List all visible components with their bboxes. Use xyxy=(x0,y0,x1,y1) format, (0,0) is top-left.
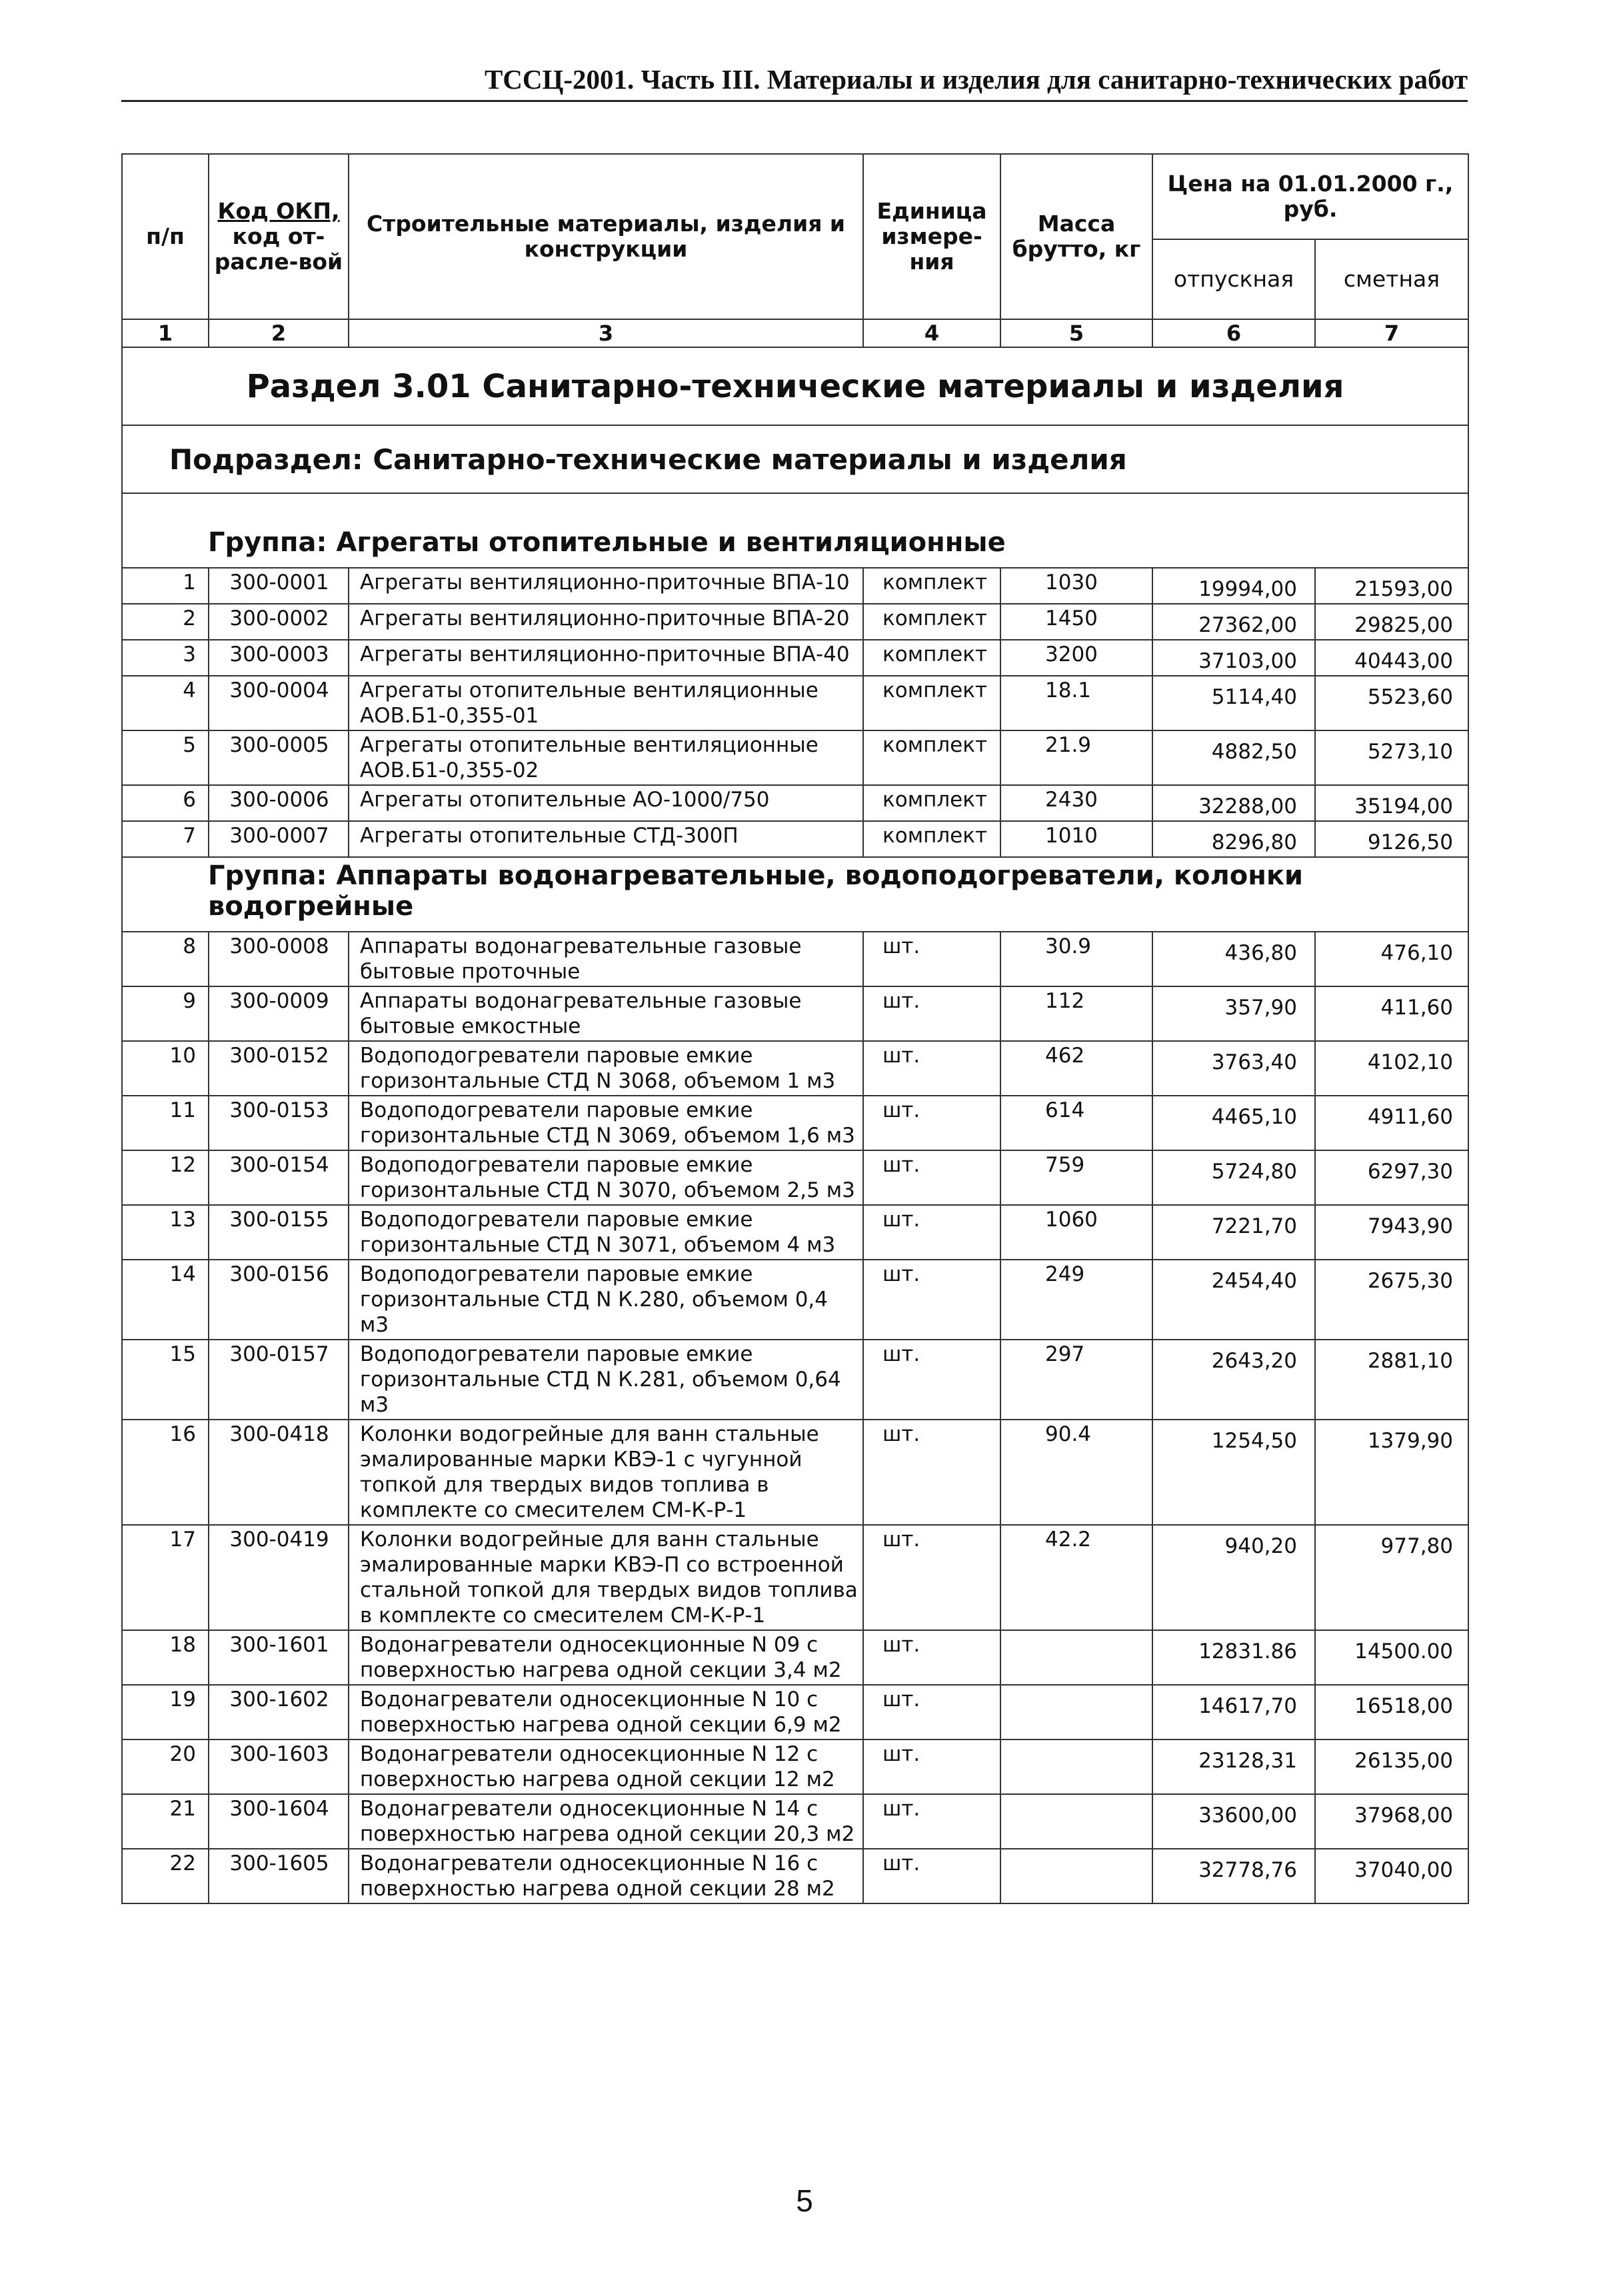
price-sale: 5724,80 xyxy=(1152,1150,1315,1205)
price-estimate: 26135,00 xyxy=(1315,1739,1468,1794)
material-name: Аппараты водонагревательные газовые бытовые проточные xyxy=(349,932,863,986)
row-number: 2 xyxy=(122,604,209,640)
price-sale: 37103,00 xyxy=(1152,640,1315,676)
subsection-title-row xyxy=(122,425,1468,493)
material-name: Водонагреватели односекционные N 09 с поверхностью нагрева одной секции 3,4 м2 xyxy=(349,1630,863,1685)
price-sale: 2454,40 xyxy=(1152,1260,1315,1340)
price-sale: 2643,20 xyxy=(1152,1340,1315,1420)
group-title-row xyxy=(122,493,1468,568)
okp-code: 300-0157 xyxy=(209,1340,349,1420)
price-sale: 12831.86 xyxy=(1152,1630,1315,1685)
mass-gross: 18.1 xyxy=(1000,676,1152,730)
table-header xyxy=(122,154,1468,319)
unit: шт. xyxy=(863,1630,1000,1685)
unit: шт. xyxy=(863,1849,1000,1903)
mass-gross: 1030 xyxy=(1000,568,1152,604)
price-sale: 357,90 xyxy=(1152,986,1315,1041)
row-number: 18 xyxy=(122,1630,209,1685)
mass-gross: 1060 xyxy=(1000,1205,1152,1260)
material-name: Агрегаты отопительные вентиляционные АОВ.Б1-0,355-02 xyxy=(349,730,863,785)
unit: комплект xyxy=(863,821,1000,857)
okp-code: 300-0009 xyxy=(209,986,349,1041)
col-header-price: Цена на 01.01.2000 г., руб. xyxy=(1152,154,1468,239)
row-number: 6 xyxy=(122,785,209,821)
row-number: 20 xyxy=(122,1739,209,1794)
price-sale: 8296,80 xyxy=(1152,821,1315,857)
row-number: 19 xyxy=(122,1685,209,1739)
price-sale: 436,80 xyxy=(1152,932,1315,986)
column-number: 4 xyxy=(863,319,1000,347)
material-name: Водоподогреватели паровые емкие горизонтальные СТД N 3068, объемом 1 м3 xyxy=(349,1041,863,1096)
row-number: 10 xyxy=(122,1041,209,1096)
mass-gross xyxy=(1000,1630,1152,1685)
price-estimate: 2881,10 xyxy=(1315,1340,1468,1420)
col-header-okp-rest: код от-расле-вой xyxy=(214,223,343,275)
okp-code: 300-0001 xyxy=(209,568,349,604)
table-row xyxy=(122,730,1468,785)
price-sale: 32778,76 xyxy=(1152,1849,1315,1903)
row-number: 21 xyxy=(122,1794,209,1849)
group-title: Группа: Аппараты водонагревательные, водоподогреватели, колонки водогрейные xyxy=(122,857,1468,932)
price-estimate: 29825,00 xyxy=(1315,604,1468,640)
column-number: 6 xyxy=(1152,319,1315,347)
price-estimate: 5273,10 xyxy=(1315,730,1468,785)
mass-gross: 1450 xyxy=(1000,604,1152,640)
mass-gross: 90.4 xyxy=(1000,1420,1152,1525)
table-row xyxy=(122,785,1468,821)
table-row xyxy=(122,1150,1468,1205)
price-estimate: 4911,60 xyxy=(1315,1096,1468,1150)
price-estimate: 37040,00 xyxy=(1315,1849,1468,1903)
table-row xyxy=(122,604,1468,640)
price-sale: 32288,00 xyxy=(1152,785,1315,821)
col-header-num: п/п xyxy=(122,154,209,319)
table-row xyxy=(122,1205,1468,1260)
mass-gross: 30.9 xyxy=(1000,932,1152,986)
col-header-okp-top: Код ОКП, xyxy=(217,198,340,224)
unit: шт. xyxy=(863,1420,1000,1525)
unit: комплект xyxy=(863,640,1000,676)
unit: шт. xyxy=(863,1205,1000,1260)
okp-code: 300-0008 xyxy=(209,932,349,986)
material-name: Водонагреватели односекционные N 16 с поверхностью нагрева одной секции 28 м2 xyxy=(349,1849,863,1903)
price-estimate: 14500.00 xyxy=(1315,1630,1468,1685)
unit: комплект xyxy=(863,604,1000,640)
mass-gross: 249 xyxy=(1000,1260,1152,1340)
okp-code: 300-1604 xyxy=(209,1794,349,1849)
column-number: 3 xyxy=(349,319,863,347)
material-name: Водоподогреватели паровые емкие горизонтальные СТД N 3071, объемом 4 м3 xyxy=(349,1205,863,1260)
table-row xyxy=(122,821,1468,857)
row-number: 3 xyxy=(122,640,209,676)
table-row xyxy=(122,986,1468,1041)
unit: комплект xyxy=(863,785,1000,821)
price-sale: 23128,31 xyxy=(1152,1739,1315,1794)
price-sale: 5114,40 xyxy=(1152,676,1315,730)
mass-gross: 3200 xyxy=(1000,640,1152,676)
row-number: 11 xyxy=(122,1096,209,1150)
mass-gross: 112 xyxy=(1000,986,1152,1041)
price-estimate: 4102,10 xyxy=(1315,1041,1468,1096)
table-row xyxy=(122,568,1468,604)
unit: шт. xyxy=(863,1739,1000,1794)
table-row xyxy=(122,1041,1468,1096)
row-number: 13 xyxy=(122,1205,209,1260)
okp-code: 300-0156 xyxy=(209,1260,349,1340)
row-number: 8 xyxy=(122,932,209,986)
material-name: Водонагреватели односекционные N 14 с поверхностью нагрева одной секции 20,3 м2 xyxy=(349,1794,863,1849)
table-row xyxy=(122,1525,1468,1630)
col-header-price-estimate: сметная xyxy=(1315,239,1468,319)
price-sale: 3763,40 xyxy=(1152,1041,1315,1096)
material-name: Колонки водогрейные для ванн стальные эмалированные марки КВЭ-П со встроенной стальной топкой для твердых видов топлива в комплекте со смесителем СМ-К-Р-1 xyxy=(349,1525,863,1630)
unit: шт. xyxy=(863,1096,1000,1150)
mass-gross: 42.2 xyxy=(1000,1525,1152,1630)
table-row xyxy=(122,1260,1468,1340)
mass-gross xyxy=(1000,1794,1152,1849)
table-body xyxy=(122,319,1468,1903)
price-sale: 4465,10 xyxy=(1152,1096,1315,1150)
okp-code: 300-0006 xyxy=(209,785,349,821)
price-estimate: 977,80 xyxy=(1315,1525,1468,1630)
column-numbers-row xyxy=(122,319,1468,347)
okp-code: 300-0005 xyxy=(209,730,349,785)
row-number: 16 xyxy=(122,1420,209,1525)
mass-gross xyxy=(1000,1849,1152,1903)
price-sale: 4882,50 xyxy=(1152,730,1315,785)
header-rule xyxy=(121,100,1468,102)
okp-code: 300-1603 xyxy=(209,1739,349,1794)
price-sale: 1254,50 xyxy=(1152,1420,1315,1525)
mass-gross: 614 xyxy=(1000,1096,1152,1150)
okp-code: 300-0003 xyxy=(209,640,349,676)
mass-gross xyxy=(1000,1739,1152,1794)
price-sale: 27362,00 xyxy=(1152,604,1315,640)
unit: шт. xyxy=(863,1685,1000,1739)
okp-code: 300-0155 xyxy=(209,1205,349,1260)
table-row xyxy=(122,640,1468,676)
table-row xyxy=(122,1420,1468,1525)
price-sale: 19994,00 xyxy=(1152,568,1315,604)
unit: шт. xyxy=(863,986,1000,1041)
price-sale: 7221,70 xyxy=(1152,1205,1315,1260)
unit: комплект xyxy=(863,568,1000,604)
okp-code: 300-0004 xyxy=(209,676,349,730)
material-name: Агрегаты отопительные вентиляционные АОВ.Б1-0,355-01 xyxy=(349,676,863,730)
price-estimate: 411,60 xyxy=(1315,986,1468,1041)
okp-code: 300-0418 xyxy=(209,1420,349,1525)
table-row xyxy=(122,1849,1468,1903)
okp-code: 300-0002 xyxy=(209,604,349,640)
col-header-name: Строительные материалы, изделия и конструкции xyxy=(349,154,863,319)
price-estimate: 40443,00 xyxy=(1315,640,1468,676)
table-row xyxy=(122,1739,1468,1794)
unit: шт. xyxy=(863,1525,1000,1630)
table-row xyxy=(122,1096,1468,1150)
okp-code: 300-1605 xyxy=(209,1849,349,1903)
material-name: Водонагреватели односекционные N 12 с поверхностью нагрева одной секции 12 м2 xyxy=(349,1739,863,1794)
column-number: 5 xyxy=(1000,319,1152,347)
unit: шт. xyxy=(863,932,1000,986)
price-estimate: 37968,00 xyxy=(1315,1794,1468,1849)
subsection-title: Подраздел: Санитарно-технические материалы и изделия xyxy=(122,425,1468,493)
okp-code: 300-0154 xyxy=(209,1150,349,1205)
row-number: 12 xyxy=(122,1150,209,1205)
okp-code: 300-0419 xyxy=(209,1525,349,1630)
price-estimate: 476,10 xyxy=(1315,932,1468,986)
material-name: Водоподогреватели паровые емкие горизонтальные СТД N К.280, объемом 0,4 м3 xyxy=(349,1260,863,1340)
okp-code: 300-0153 xyxy=(209,1096,349,1150)
row-number: 22 xyxy=(122,1849,209,1903)
material-name: Агрегаты вентиляционно-приточные ВПА-10 xyxy=(349,568,863,604)
price-estimate: 21593,00 xyxy=(1315,568,1468,604)
row-number: 15 xyxy=(122,1340,209,1420)
price-estimate: 6297,30 xyxy=(1315,1150,1468,1205)
price-sale: 14617,70 xyxy=(1152,1685,1315,1739)
column-number: 7 xyxy=(1315,319,1468,347)
col-header-mass: Масса брутто, кг xyxy=(1000,154,1152,319)
material-name: Водонагреватели односекционные N 10 с поверхностью нагрева одной секции 6,9 м2 xyxy=(349,1685,863,1739)
table-row xyxy=(122,676,1468,730)
price-estimate: 1379,90 xyxy=(1315,1420,1468,1525)
material-name: Агрегаты отопительные АО-1000/750 xyxy=(349,785,863,821)
price-estimate: 9126,50 xyxy=(1315,821,1468,857)
unit: шт. xyxy=(863,1041,1000,1096)
group-title: Группа: Агрегаты отопительные и вентиляционные xyxy=(122,493,1468,568)
okp-code: 300-1601 xyxy=(209,1630,349,1685)
group-title-row xyxy=(122,857,1468,932)
price-estimate: 16518,00 xyxy=(1315,1685,1468,1739)
row-number: 14 xyxy=(122,1260,209,1340)
material-name: Водоподогреватели паровые емкие горизонтальные СТД N 3070, объемом 2,5 м3 xyxy=(349,1150,863,1205)
material-name: Водоподогреватели паровые емкие горизонтальные СТД N 3069, объемом 1,6 м3 xyxy=(349,1096,863,1150)
material-name: Агрегаты вентиляционно-приточные ВПА-40 xyxy=(349,640,863,676)
table-row xyxy=(122,1794,1468,1849)
price-estimate: 7943,90 xyxy=(1315,1205,1468,1260)
row-number: 17 xyxy=(122,1525,209,1630)
mass-gross: 1010 xyxy=(1000,821,1152,857)
price-estimate: 2675,30 xyxy=(1315,1260,1468,1340)
material-name: Колонки водогрейные для ванн стальные эмалированные марки КВЭ-1 с чугунной топкой для твердых видов топлива в комплекте со смесителем СМ-К-Р-1 xyxy=(349,1420,863,1525)
price-estimate: 5523,60 xyxy=(1315,676,1468,730)
mass-gross: 297 xyxy=(1000,1340,1152,1420)
okp-code: 300-0152 xyxy=(209,1041,349,1096)
unit: шт. xyxy=(863,1794,1000,1849)
page-header: ТССЦ-2001. Часть III. Материалы и изделия для санитарно-технических работ xyxy=(484,64,1468,95)
unit: комплект xyxy=(863,676,1000,730)
table-row xyxy=(122,932,1468,986)
unit: шт. xyxy=(863,1150,1000,1205)
col-header-price-sale: отпускная xyxy=(1152,239,1315,319)
table-row xyxy=(122,1685,1468,1739)
column-number: 2 xyxy=(209,319,349,347)
row-number: 9 xyxy=(122,986,209,1041)
col-header-unit: Единица измере-ния xyxy=(863,154,1000,319)
page-number: 5 xyxy=(796,2183,813,2218)
section-title: Раздел 3.01 Санитарно-технические материалы и изделия xyxy=(122,347,1468,425)
section-title-row xyxy=(122,347,1468,425)
mass-gross: 2430 xyxy=(1000,785,1152,821)
row-number: 7 xyxy=(122,821,209,857)
price-sale: 940,20 xyxy=(1152,1525,1315,1630)
material-name: Аппараты водонагревательные газовые бытовые емкостные xyxy=(349,986,863,1041)
okp-code: 300-1602 xyxy=(209,1685,349,1739)
table-row xyxy=(122,1630,1468,1685)
mass-gross: 462 xyxy=(1000,1041,1152,1096)
unit: шт. xyxy=(863,1340,1000,1420)
row-number: 1 xyxy=(122,568,209,604)
table-row xyxy=(122,1340,1468,1420)
row-number: 5 xyxy=(122,730,209,785)
unit: шт. xyxy=(863,1260,1000,1340)
row-number: 4 xyxy=(122,676,209,730)
price-estimate: 35194,00 xyxy=(1315,785,1468,821)
material-name: Агрегаты вентиляционно-приточные ВПА-20 xyxy=(349,604,863,640)
mass-gross xyxy=(1000,1685,1152,1739)
okp-code: 300-0007 xyxy=(209,821,349,857)
column-number: 1 xyxy=(122,319,209,347)
mass-gross: 21.9 xyxy=(1000,730,1152,785)
unit: комплект xyxy=(863,730,1000,785)
material-name: Агрегаты отопительные СТД-300П xyxy=(349,821,863,857)
material-name: Водоподогреватели паровые емкие горизонтальные СТД N К.281, объемом 0,64 м3 xyxy=(349,1340,863,1420)
mass-gross: 759 xyxy=(1000,1150,1152,1205)
price-sale: 33600,00 xyxy=(1152,1794,1315,1849)
price-table xyxy=(121,153,1469,1904)
col-header-okp xyxy=(209,154,349,319)
